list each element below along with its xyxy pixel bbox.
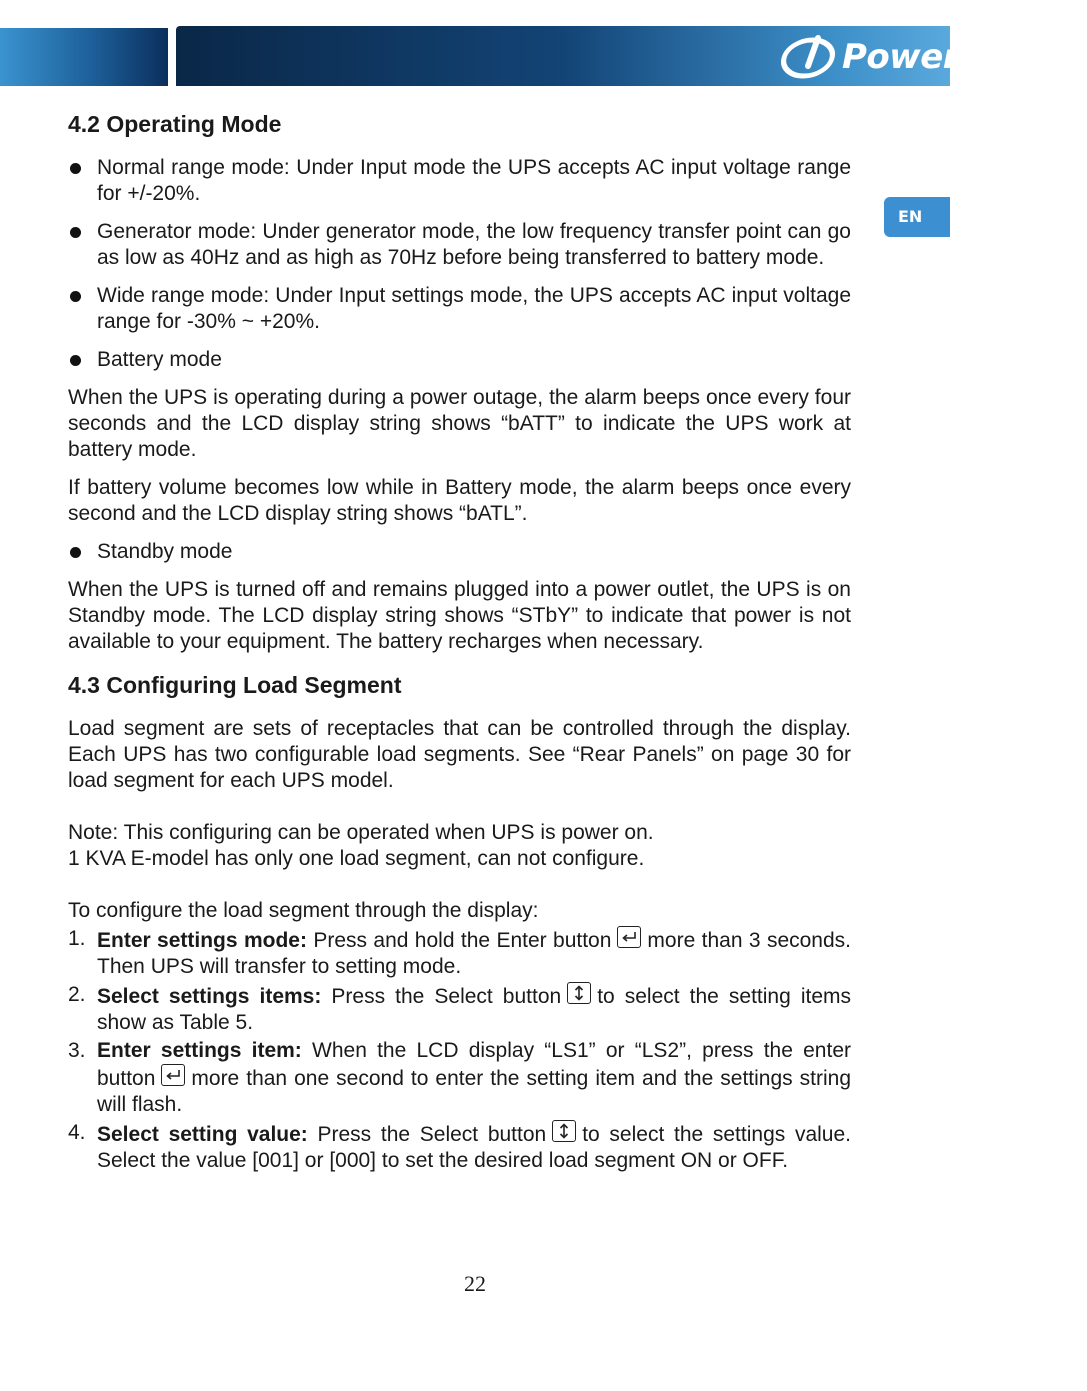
step-text: Press the Select button [317, 1123, 547, 1146]
bullet-icon [70, 355, 81, 366]
bullet-icon [70, 163, 81, 174]
paragraph-load-segment-intro: Load segment are sets of receptacles that can be controlled through the display. Each UPS has two configurable load segments. See “Rear Panels” on page 30 for load segment for each UPS model. [68, 717, 851, 792]
note-line-1: Note: This configuring can be operated when UPS is power on. [68, 821, 654, 844]
header-band-right [176, 26, 1087, 86]
step-text: to select the settings value. Select the value [001] or [000] to set the desired load segment ON or OFF. [97, 1123, 851, 1172]
select-button-icon [552, 1120, 576, 1142]
note-line-2: 1 KVA E-model has only one load segment, can not configure. [68, 847, 645, 870]
paragraph-standby-mode: When the UPS is turned off and remains plugged into a power outlet, the UPS is on Standby mode. The LCD display string shows “STbY” to indicate that power is not available to your equipment. The battery recharges when necessary. [68, 578, 851, 653]
step-title: Select setting value: [97, 1123, 308, 1146]
step-text: more than one second to enter the setting item and the settings string will flash. [97, 1067, 851, 1116]
select-button-icon [567, 982, 591, 1004]
bullet-icon [70, 547, 81, 558]
list-item-generator [68, 219, 851, 271]
brand-logo [784, 34, 1087, 80]
step-title: Select settings items: [97, 985, 322, 1008]
list-item-text: Wide range mode: Under Input settings mode, the UPS accepts AC input voltage range for -30% ~ +20%. [97, 284, 851, 333]
step-number: 1. [68, 927, 86, 950]
list-item-text: Standby mode [97, 540, 233, 563]
section-title-operating-mode: 4.2 Operating Mode [68, 111, 282, 137]
list-item-text: Generator mode: Under generator mode, the low frequency transfer point can go as low as 40Hz and as high as 70Hz before being transferred to battery mode. [97, 220, 851, 269]
list-item-wide-range [68, 283, 851, 335]
list-item-battery-mode [68, 347, 851, 373]
step-text: When the LCD display “LS1” or “LS2”, press the enter button [97, 1039, 851, 1090]
list-item-text: Normal range mode: Under Input mode the UPS accepts AC input voltage range for +/-20%. [97, 156, 851, 205]
enter-button-icon [617, 926, 641, 948]
bullet-icon [70, 291, 81, 302]
section-title-load-segment: 4.3 Configuring Load Segment [68, 672, 402, 698]
step-title: Enter settings mode: [97, 929, 307, 952]
page-content [68, 108, 851, 1174]
step-text: more than 3 seconds. Then UPS will transfer to setting mode. [97, 929, 851, 978]
bullet-icon [70, 227, 81, 238]
list-item-normal-range [68, 155, 851, 207]
step-number: 4. [68, 1121, 86, 1144]
list-item-text: Battery mode [97, 348, 222, 371]
step-text: Press and hold the Enter button [313, 929, 612, 952]
step-item [68, 1038, 851, 1118]
language-tab-en[interactable]: EN [884, 197, 950, 237]
step-number: 2. [68, 983, 86, 1006]
power-symbol-icon [784, 34, 846, 80]
step-text: Press the Select button [331, 985, 562, 1008]
step-item [68, 926, 851, 980]
paragraph-configure-intro: To configure the load segment through the display: [68, 899, 539, 922]
list-item-standby-mode [68, 539, 851, 565]
step-item [68, 1120, 851, 1174]
step-item [68, 982, 851, 1036]
paragraph-battery-low: If battery volume becomes low while in Battery mode, the alarm beeps once every second and the LCD display string shows “bATL”. [68, 476, 851, 525]
paragraph-battery-mode: When the UPS is operating during a power outage, the alarm beeps once every four seconds and the LCD display string shows “bATT” to indicate the UPS work at battery mode. [68, 386, 851, 461]
step-title: Enter settings item: [97, 1039, 302, 1062]
step-text: to select the setting items show as Table 5. [97, 985, 851, 1034]
header-band-left [0, 28, 168, 86]
page-header [0, 26, 1087, 86]
brand-name: PowerWalker [842, 37, 1087, 77]
enter-button-icon [161, 1064, 185, 1086]
step-number: 3. [68, 1039, 86, 1062]
page-number: 22 [464, 1271, 486, 1296]
